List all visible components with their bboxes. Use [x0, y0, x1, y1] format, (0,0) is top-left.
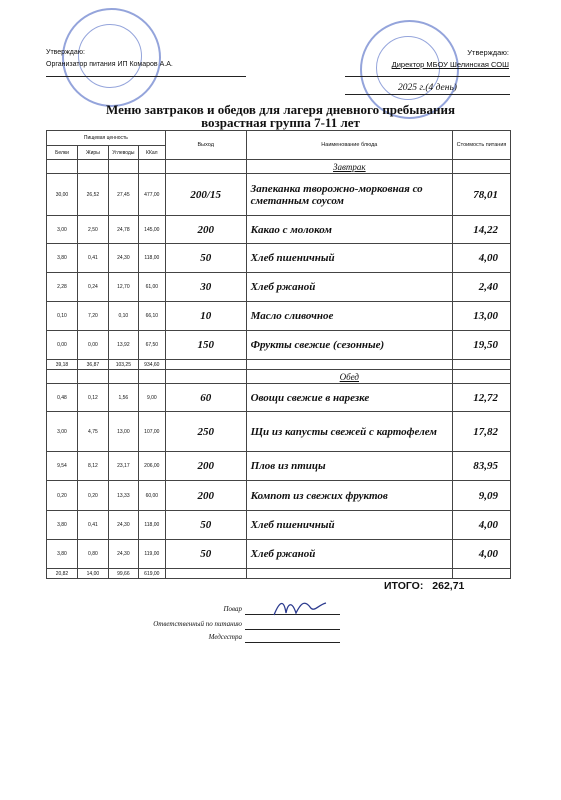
dish-cell: Щи из капусты свежей с картофелем: [246, 412, 452, 452]
dish-cell: Запеканка творожно-морковная со сметанным соусом: [246, 174, 452, 216]
carbs-cell: 24,30: [108, 511, 138, 540]
protein-cell: 3,80: [47, 244, 78, 273]
price-cell: 78,01: [453, 174, 511, 216]
total-kcal: 619,00: [138, 569, 165, 579]
carbs-header: Углеводы: [108, 146, 138, 160]
carbs-cell: 12,70: [108, 273, 138, 302]
left-approve-label: Утверждаю:: [46, 49, 85, 56]
carbs-cell: 24,30: [108, 540, 138, 569]
table-row: [47, 540, 511, 569]
table-row: [47, 174, 511, 216]
protein-cell: 0,48: [47, 384, 78, 412]
kcal-cell: 477,00: [138, 174, 165, 216]
total-protein: 20,82: [47, 569, 78, 579]
yield-header: Выход: [165, 131, 246, 160]
dish-cell: Хлеб ржаной: [246, 540, 452, 569]
fat-cell: 8,12: [77, 452, 108, 481]
dish-header: Наименование блюда: [246, 131, 452, 160]
fat-cell: 0,12: [77, 384, 108, 412]
table-row: [47, 452, 511, 481]
price-cell: 12,72: [453, 384, 511, 412]
fat-cell: 0,41: [77, 511, 108, 540]
fat-cell: 0,24: [77, 273, 108, 302]
grand-total: [384, 580, 464, 592]
protein-cell: 3,00: [47, 216, 78, 244]
protein-cell: 0,20: [47, 481, 78, 511]
breakfast-total-row: [47, 360, 511, 370]
kcal-cell: 118,00: [138, 511, 165, 540]
nurse-label: Медсестра: [208, 633, 242, 641]
kcal-cell: 67,50: [138, 331, 165, 360]
dish-cell: Хлеб пшеничный: [246, 244, 452, 273]
yield-cell: 10: [165, 302, 246, 331]
cook-signature: [100, 605, 242, 613]
carbs-cell: 13,00: [108, 412, 138, 452]
table-row: [47, 511, 511, 540]
kcal-cell: 206,00: [138, 452, 165, 481]
left-approval-block: [46, 47, 173, 71]
carbs-cell: 0,10: [108, 302, 138, 331]
right-approve-label: Утверждаю:: [467, 48, 509, 57]
price-cell: 19,50: [453, 331, 511, 360]
dish-cell: Хлеб ржаной: [246, 273, 452, 302]
yield-cell: 250: [165, 412, 246, 452]
price-cell: 2,40: [453, 273, 511, 302]
date-line: [345, 94, 510, 95]
fat-cell: 0,80: [77, 540, 108, 569]
protein-header: Белки: [47, 146, 78, 160]
fat-cell: 4,75: [77, 412, 108, 452]
right-signature-line: [345, 76, 510, 77]
kcal-cell: 118,00: [138, 244, 165, 273]
total-protein: 39,18: [47, 360, 78, 370]
protein-cell: 3,00: [47, 412, 78, 452]
breakfast-section-label: Завтрак: [246, 160, 452, 174]
kcal-cell: 60,00: [138, 481, 165, 511]
menu-body: [47, 160, 511, 579]
price-cell: 9,09: [453, 481, 511, 511]
table-row: [47, 216, 511, 244]
yield-cell: 200: [165, 481, 246, 511]
table-row: [47, 244, 511, 273]
kcal-cell: 66,10: [138, 302, 165, 331]
nurse-line: [245, 642, 340, 643]
price-cell: 13,00: [453, 302, 511, 331]
price-cell: 4,00: [453, 244, 511, 273]
yield-cell: 60: [165, 384, 246, 412]
yield-cell: 50: [165, 511, 246, 540]
lunch-section-header: [47, 370, 511, 384]
price-header: Стоимость питания: [453, 131, 511, 160]
kcal-cell: 145,00: [138, 216, 165, 244]
fat-cell: 0,20: [77, 481, 108, 511]
yield-cell: 200/15: [165, 174, 246, 216]
responsible-signature: [60, 620, 242, 628]
total-carbs: 103,25: [108, 360, 138, 370]
yield-cell: 200: [165, 216, 246, 244]
fat-cell: 0,41: [77, 244, 108, 273]
table-row: [47, 384, 511, 412]
table-row: [47, 273, 511, 302]
total-carbs: 99,66: [108, 569, 138, 579]
price-cell: 4,00: [453, 511, 511, 540]
grand-total-label: ИТОГО:: [384, 580, 424, 592]
kcal-cell: 107,00: [138, 412, 165, 452]
fat-cell: 7,20: [77, 302, 108, 331]
left-signature-line: [46, 76, 246, 77]
right-approve-role: Директор МБОУ Шелинская СОШ: [391, 60, 509, 69]
page-title: [0, 103, 561, 129]
carbs-cell: 24,30: [108, 244, 138, 273]
menu-table: [46, 130, 511, 579]
table-row: [47, 302, 511, 331]
fat-header: Жиры: [77, 146, 108, 160]
carbs-cell: 13,33: [108, 481, 138, 511]
price-cell: 14,22: [453, 216, 511, 244]
carbs-cell: 23,17: [108, 452, 138, 481]
kcal-cell: 61,00: [138, 273, 165, 302]
carbs-cell: 24,78: [108, 216, 138, 244]
total-fat: 36,87: [77, 360, 108, 370]
dish-cell: Масло сливочное: [246, 302, 452, 331]
carbs-cell: 27,45: [108, 174, 138, 216]
lunch-total-row: [47, 569, 511, 579]
table-row: [47, 481, 511, 511]
approval-date: [398, 83, 457, 93]
price-cell: 83,95: [453, 452, 511, 481]
yield-cell: 30: [165, 273, 246, 302]
total-fat: 14,00: [77, 569, 108, 579]
dish-cell: Хлеб пшеничный: [246, 511, 452, 540]
approval-date-text: 2025 г.(4 день): [398, 83, 457, 93]
right-approval-block: [392, 47, 509, 71]
fat-cell: 26,52: [77, 174, 108, 216]
dish-cell: Фрукты свежие (сезонные): [246, 331, 452, 360]
dish-cell: Компот из свежих фруктов: [246, 481, 452, 511]
lunch-section-label: Обед: [246, 370, 452, 384]
protein-cell: 3,80: [47, 540, 78, 569]
cook-signature-scribble: [270, 595, 330, 621]
dish-cell: Какао с молоком: [246, 216, 452, 244]
yield-cell: 150: [165, 331, 246, 360]
total-kcal: 934,60: [138, 360, 165, 370]
price-cell: 17,82: [453, 412, 511, 452]
kcal-cell: 119,00: [138, 540, 165, 569]
price-cell: 4,00: [453, 540, 511, 569]
carbs-cell: 13,92: [108, 331, 138, 360]
protein-cell: 9,54: [47, 452, 78, 481]
table-row: [47, 331, 511, 360]
fat-cell: 2,50: [77, 216, 108, 244]
yield-cell: 50: [165, 244, 246, 273]
responsible-line: [245, 629, 340, 630]
fat-cell: 0,00: [77, 331, 108, 360]
carbs-cell: 1,56: [108, 384, 138, 412]
dish-cell: Плов из птицы: [246, 452, 452, 481]
protein-cell: 0,10: [47, 302, 78, 331]
yield-cell: 200: [165, 452, 246, 481]
left-approve-role: Организатор питания ИП Комаров А.А.: [46, 61, 173, 68]
cook-label: Повар: [223, 605, 242, 613]
title-line2: возрастная группа 7-11 лет: [201, 115, 360, 130]
dish-cell: Овощи свежие в нарезке: [246, 384, 452, 412]
protein-cell: 2,28: [47, 273, 78, 302]
table-row: [47, 412, 511, 452]
grand-total-value: 262,71: [432, 580, 465, 592]
protein-cell: 30,00: [47, 174, 78, 216]
protein-cell: 0,00: [47, 331, 78, 360]
responsible-label: Ответственный по питанию: [153, 620, 242, 628]
nutrition-header: Пищевая ценность: [47, 131, 166, 146]
breakfast-section-header: [47, 160, 511, 174]
kcal-header: ККал: [138, 146, 165, 160]
protein-cell: 3,80: [47, 511, 78, 540]
yield-cell: 50: [165, 540, 246, 569]
title-line1: Меню завтраков и обедов для лагеря дневного пребывания: [105, 102, 455, 117]
kcal-cell: 9,00: [138, 384, 165, 412]
nurse-signature: [100, 633, 242, 641]
